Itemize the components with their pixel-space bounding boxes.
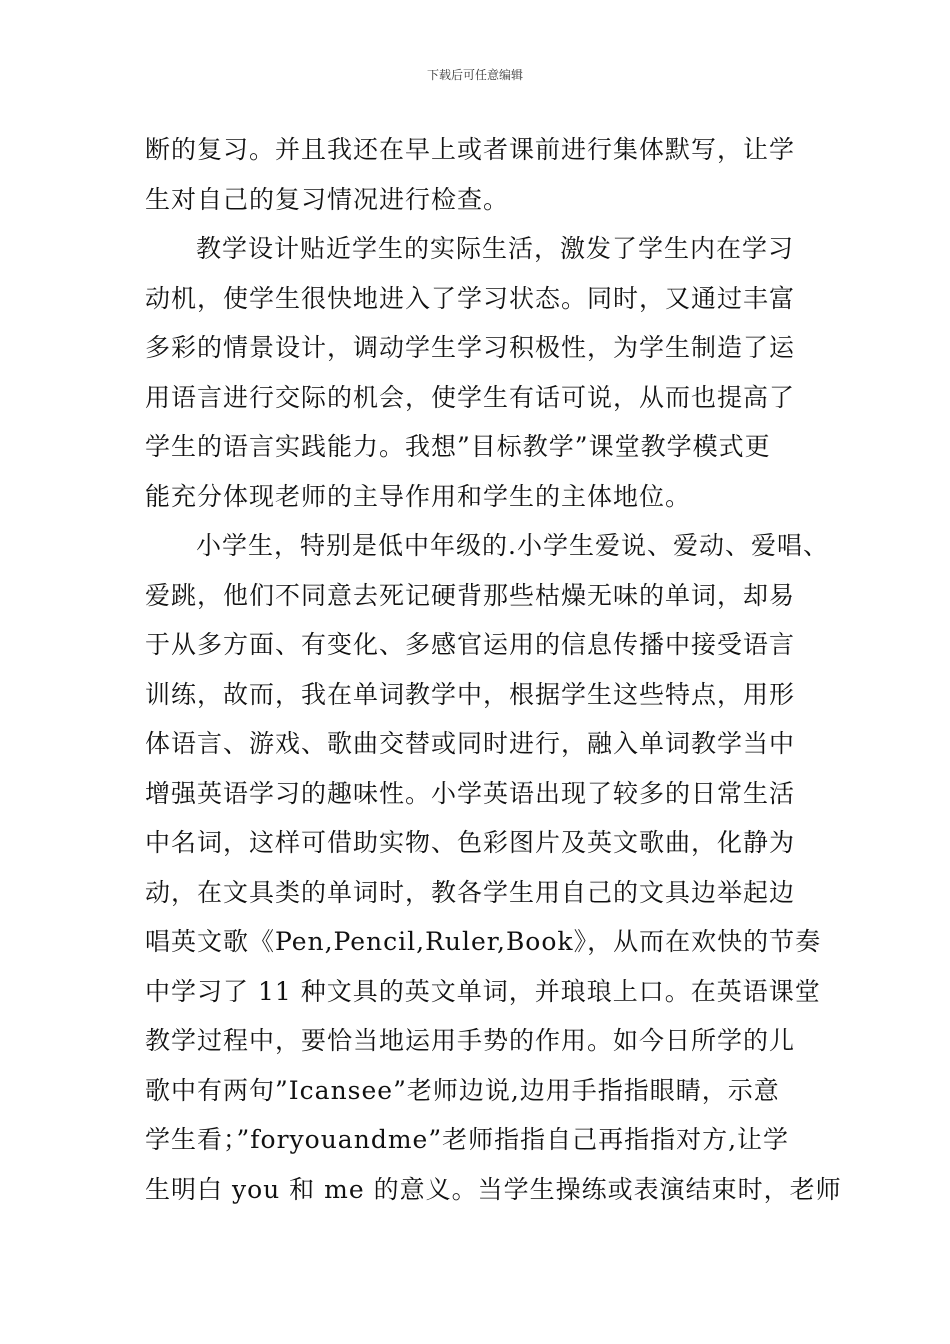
- text-line: 生明白 you 和 me 的意义。当学生操练或表演结束时，老师: [145, 1174, 842, 1204]
- paragraph-1: [145, 125, 845, 224]
- text-line: 学生的语言实践能力。我想”目标教学”课堂教学模式更: [145, 432, 771, 461]
- text-line: 动机，使学生很快地进入了学习状态。同时，又通过丰富: [145, 283, 796, 313]
- text-line: 学生看；”foryouandme”老师指指自己再指指对方,让学: [145, 1125, 790, 1154]
- text-line: 能充分体现老师的主导作用和学生的主体地位。: [145, 481, 692, 511]
- text-line: 教学过程中，要恰当地运用手势的作用。如今日所学的儿: [145, 1026, 796, 1055]
- text-line: 用语言进行交际的机会，使学生有话可说，从而也提高了: [145, 382, 796, 412]
- page-header: 下载后可任意编辑: [426, 68, 523, 82]
- text-line: 动，在文具类的单词时，教各学生用自己的文具边举起边: [145, 877, 796, 907]
- text-line: 断的复习。并且我还在早上或者课前进行集体默写，让学: [145, 135, 796, 164]
- text-line: 教学设计贴近学生的实际生活，激发了学生内在学习: [196, 234, 795, 263]
- text-line: 于从多方面、有变化、多感官运用的信息传播中接受语言: [145, 630, 796, 659]
- text-line: 小学生，特别是低中年级的.小学生爱说、爱动、爱唱、: [196, 531, 829, 560]
- text-line: 增强英语学习的趣味性。小学英语出现了较多的日常生活: [145, 778, 796, 808]
- paragraph-2: [145, 224, 845, 521]
- document-body: [145, 125, 845, 1214]
- text-line: 多彩的情景设计，调动学生学习积极性，为学生制造了运: [145, 333, 796, 362]
- text-line: 生对自己的复习情况进行检查。: [145, 184, 510, 214]
- text-line: 爱跳，他们不同意去死记硬背那些枯燥无味的单词，却易: [145, 580, 796, 610]
- text-line: 中学习了 11 种文具的英文单词，并琅琅上口。在英语课堂: [145, 976, 821, 1006]
- paragraph-3: [145, 521, 845, 1214]
- text-line: 中名词，这样可借助实物、色彩图片及英文歌曲，化静为: [145, 828, 796, 857]
- text-line: 歌中有两句”Icansee”老师边说,边用手指指眼睛，示意: [145, 1075, 780, 1105]
- text-line: 唱英文歌《Pen,Pencil,Ruler,Book》，从而在欢快的节奏: [145, 927, 822, 956]
- text-line: 体语言、游戏、歌曲交替或同时进行，融入单词教学当中: [145, 729, 796, 758]
- text-line: 训练，故而，我在单词教学中，根据学生这些特点，用形: [145, 679, 796, 709]
